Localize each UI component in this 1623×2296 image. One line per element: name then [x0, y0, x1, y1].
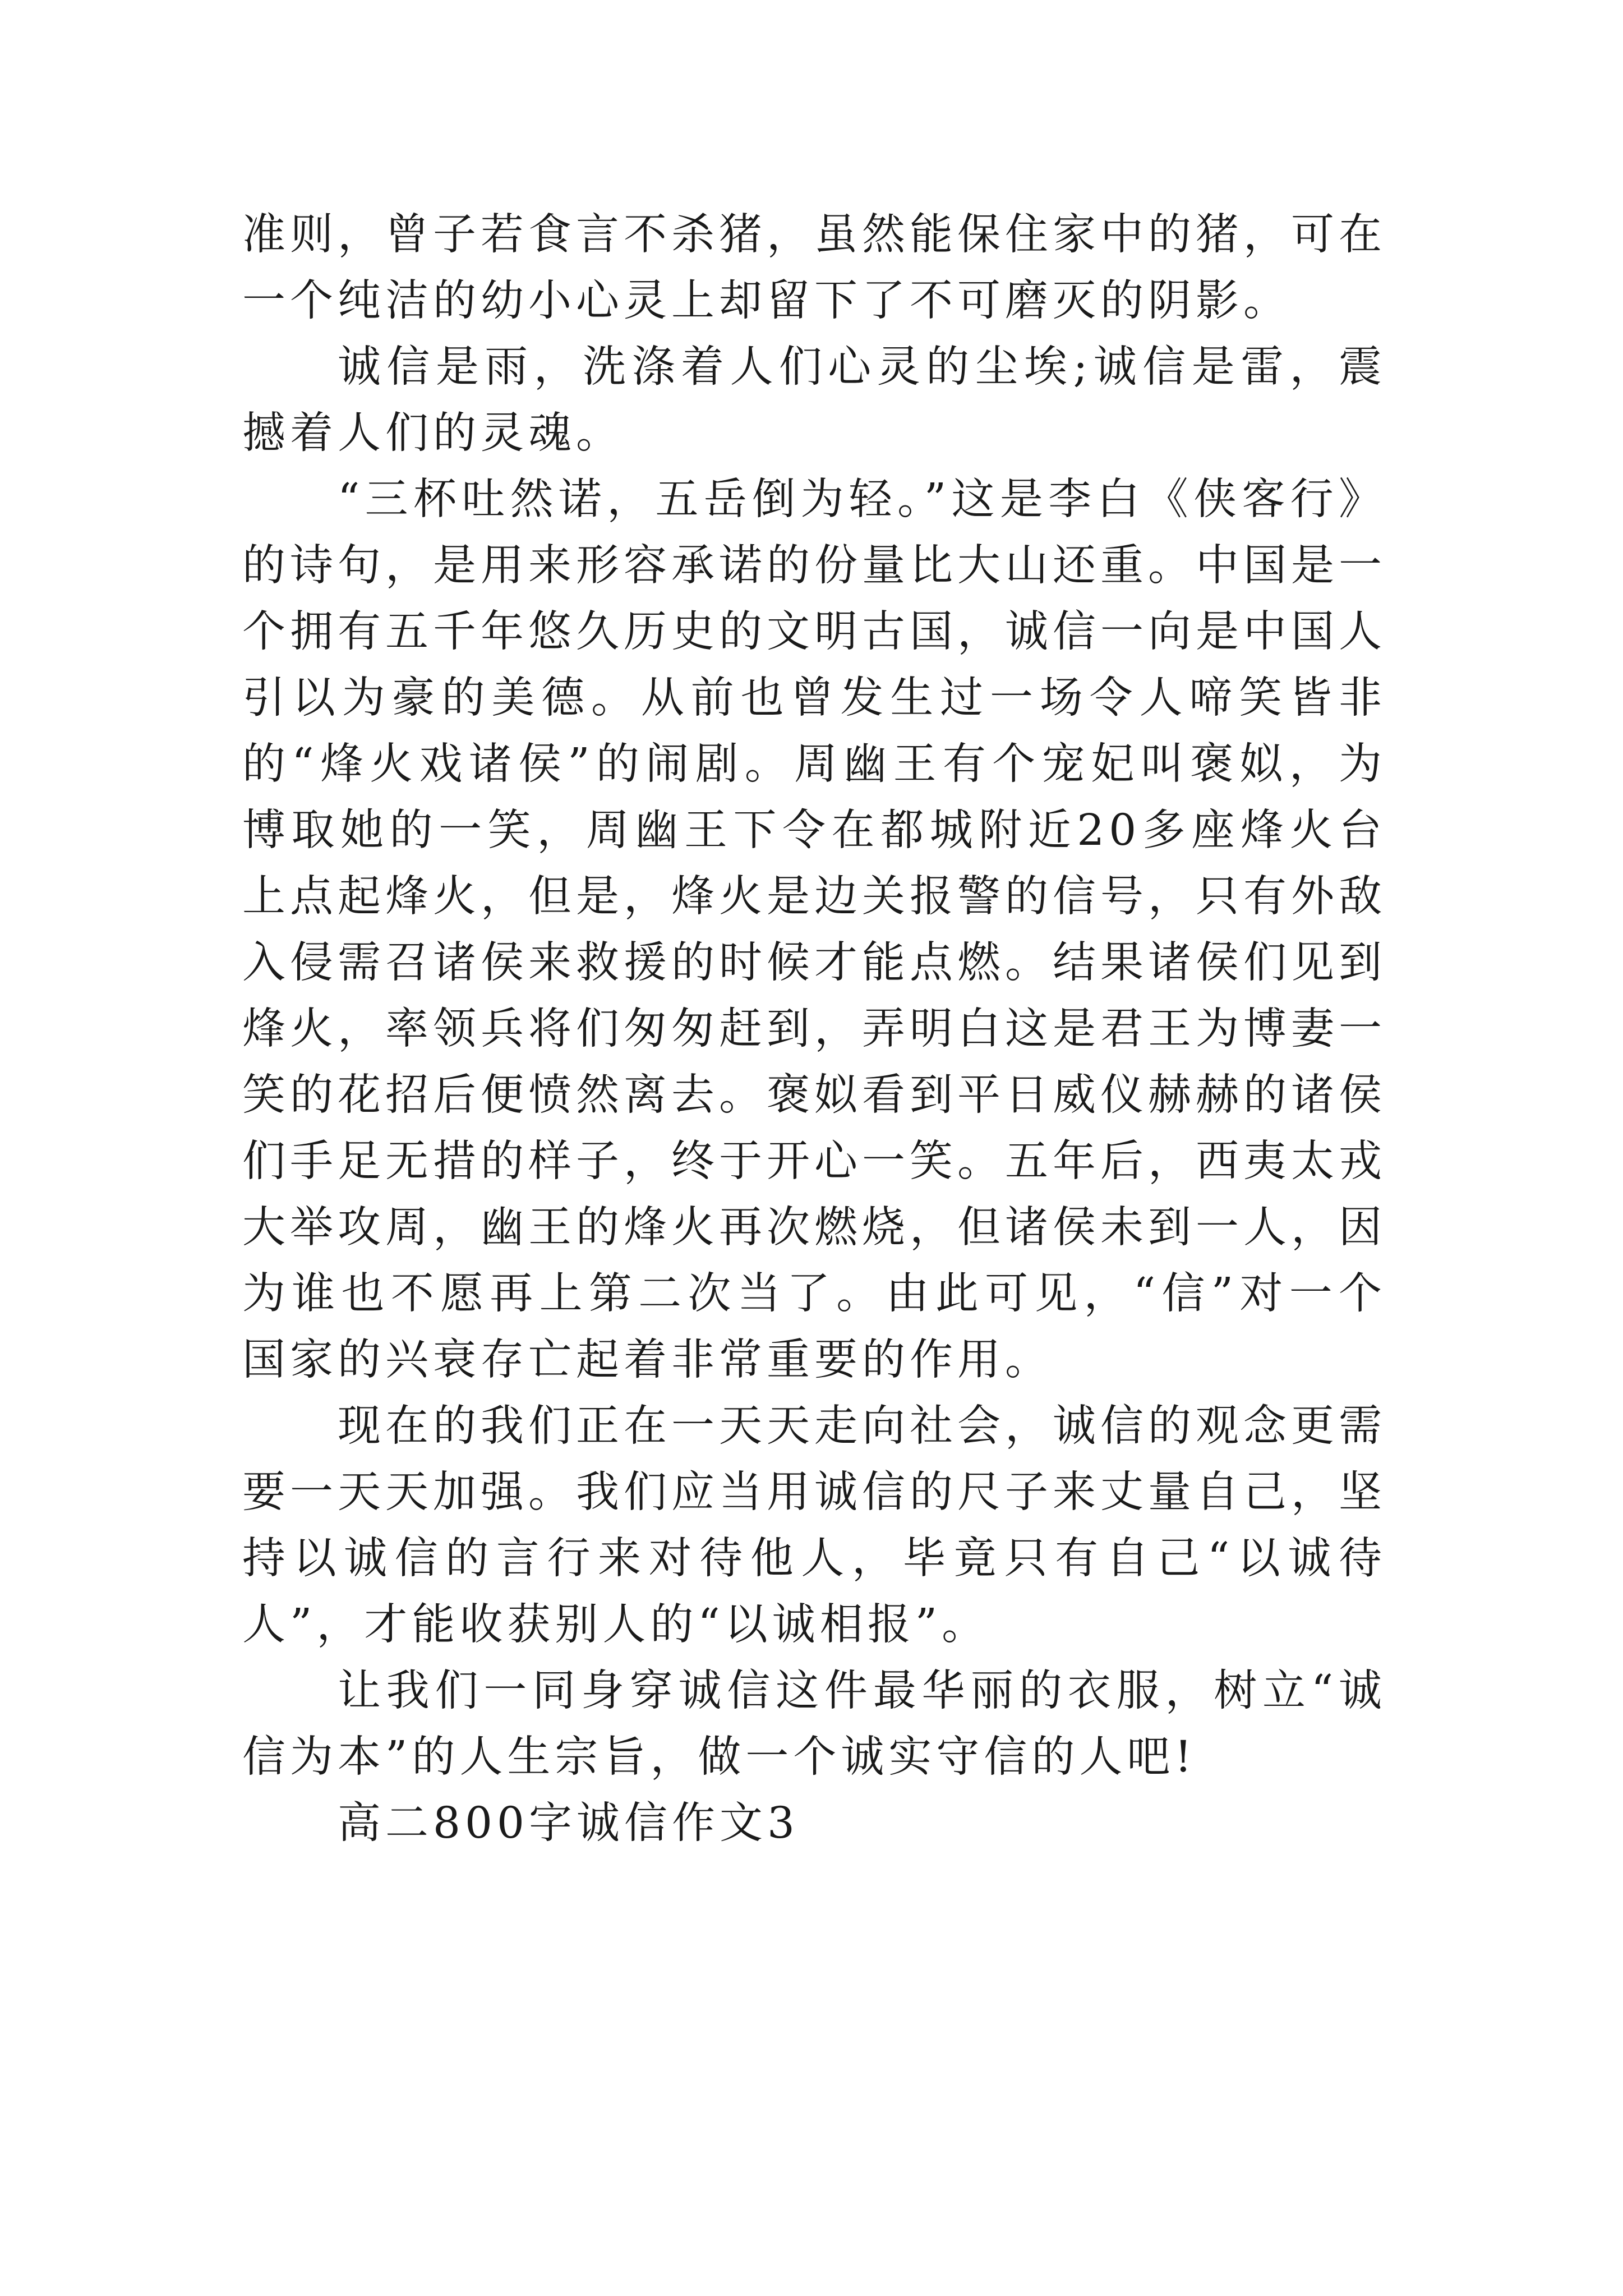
paragraph: “三杯吐然诺，五岳倒为轻。”这是李白《侠客行》的诗句，是用来形容承诺的份量比大山还重。中国是一个拥有五千年悠久历史的文明古国，诚信一向是中国人引以为豪的美德。从前也曾发生过一场令人啼笑皆非的“烽火戏诸侯”的闹剧。周幽王有个宠妃叫褒姒，为博取她的一笑，周幽王下令在都城附近20多座烽火台上点起烽火，但是，烽火是边关报警的信号，只有外敌入侵需召诸侯来救援的时候才能点燃。结果诸侯们见到烽火，率领兵将们匆匆赶到，弄明白这是君王为博妻一笑的花招后便愤然离去。褒姒看到平日威仪赫赫的诸侯们手足无措的样子，终于开心一笑。五年后，西夷太戎大举攻周，幽王的烽火再次燃烧，但诸侯未到一人，因为谁也不愿再上第二次当了。由此可见，“信”对一个国家的兴衰存亡起着非常重要的作用。 [242, 475, 1386, 1385]
document-body [242, 202, 1386, 1857]
section-heading: 高二800字诚信作文3 [338, 1798, 799, 1848]
paragraph: 现在的我们正在一天天走向社会，诚信的观念更需要一天天加强。我们应当用诚信的尺子来丈量自己，坚持以诚信的言行来对待他人，毕竟只有自己“以诚待人”，才能收获别人的“以诚相报”。 [242, 1401, 1386, 1650]
paragraph-continuation: 准则，曾子若食言不杀猪，虽然能保住家中的猪，可在一个纯洁的幼小心灵上却留下了不可磨灭的阴影。 [242, 210, 1386, 326]
paragraph: 让我们一同身穿诚信这件最华丽的衣服，树立“诚信为本”的人生宗旨，做一个诚实守信的人吧! [242, 1666, 1386, 1782]
paragraph: 诚信是雨，洗涤着人们心灵的尘埃;诚信是雷，震撼着人们的灵魂。 [242, 342, 1386, 458]
